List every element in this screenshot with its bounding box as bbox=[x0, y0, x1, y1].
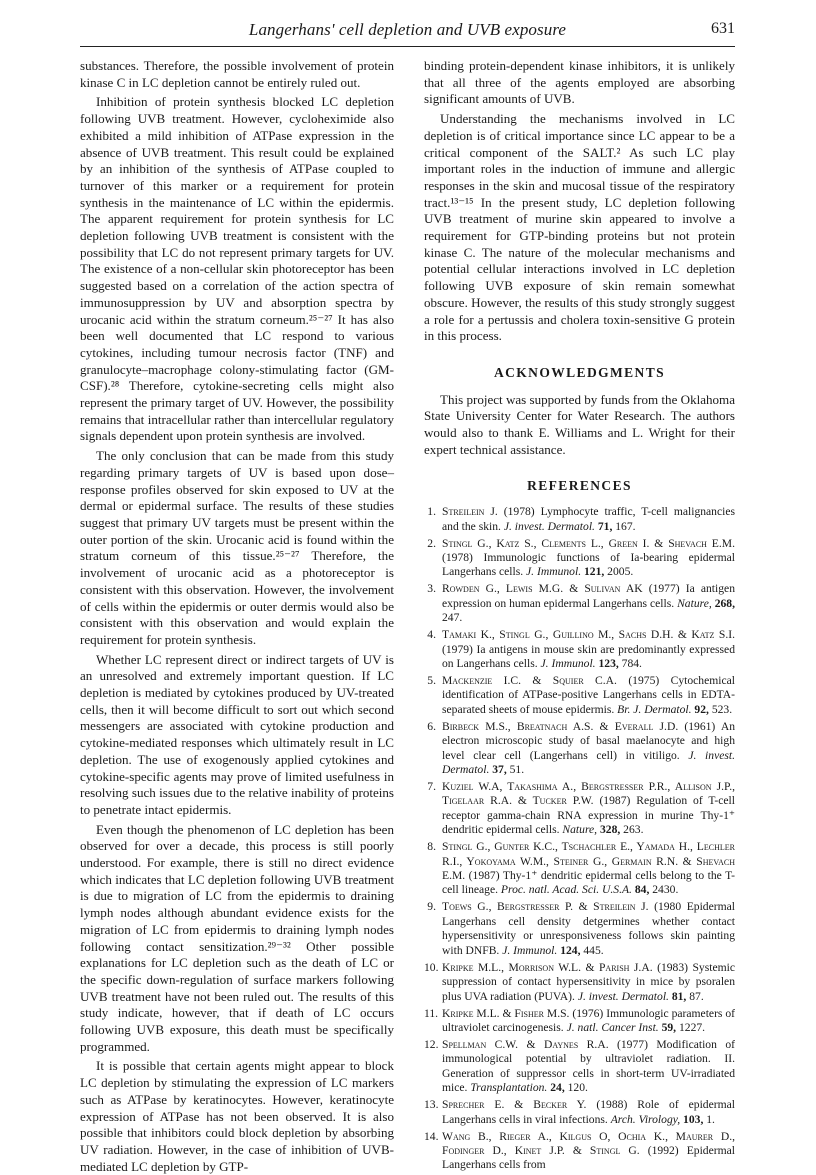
reference-pages: 2005. bbox=[604, 565, 634, 579]
reference-journal: Br. J. Dermatol. bbox=[617, 702, 692, 716]
left-column bbox=[80, 58, 394, 1175]
reference-volume: 328, bbox=[597, 823, 621, 837]
reference-title: (1978) Lymphocyte traffic, T-cell malignancies and the skin. bbox=[442, 505, 736, 533]
reference-number: 1. bbox=[427, 505, 436, 519]
reference-volume: 84, bbox=[631, 883, 650, 897]
reference-journal: J. Immunol. bbox=[540, 657, 596, 671]
reference-item bbox=[424, 628, 735, 671]
running-title: Langerhans' cell depletion and UVB exposure bbox=[248, 20, 567, 39]
reference-number: 6. bbox=[427, 719, 436, 733]
reference-pages: 247. bbox=[442, 611, 463, 625]
reference-journal: J. Immunol. bbox=[502, 943, 558, 957]
reference-item bbox=[424, 1130, 735, 1173]
reference-list bbox=[424, 505, 735, 1173]
reference-item bbox=[424, 1038, 735, 1096]
reference-pages: 120. bbox=[564, 1081, 588, 1095]
body-paragraph: Inhibition of protein synthesis blocked LC depletion following UVB treatment. However, cycloheximide also exhibited a mild inhibition of ATPase expression in the absence of UVB treatment. This result could be explained by an inhibition of the synthesis of ATPase coupled to turnover of this marker or a requirement for protein synthesis in the maintenance of LC within the epidermis. The apparent requirement for protein synthesis for LC depletion following UVB treatment is consistent with the possibility that LC do not represent primary targets for UV. The existence of a non-cellular skin photoreceptor has been suggested based on a correlation of the action spectra of immunosuppression by UV and absorption spectra by urocanic acid within the stratum corneum.²⁵⁻²⁷ It has also been well documented that LC respond to various cytokines, including tumour necrosis factor (TNF) and granulocyte–macrophage colony-stimulating factor (GM-CSF).²⁸ Therefore, cytokine-secreting cells might also represent the primary target of UV. However, the possibility remains that intracellular rather than intercellular regulatory signals dependent upon protein synthesis are involved. bbox=[80, 94, 394, 444]
reference-authors: Wang B., Rieger A., Kilgus O, Ochia K., Maurer D., Fodinger D., Kinet J.P. & Stingl G. bbox=[442, 1129, 735, 1157]
reference-journal: Transplantation. bbox=[470, 1081, 548, 1095]
reference-title: (1976) Immunologic parameters of ultraviolet carcinogenesis. bbox=[442, 1006, 736, 1034]
reference-pages: 1227. bbox=[676, 1020, 706, 1034]
reference-number: 13. bbox=[424, 1098, 439, 1112]
reference-volume: 37, bbox=[489, 763, 507, 777]
reference-title: (1978) Immunologic functions of Ia-bearing epidermal Langerhans cells. bbox=[442, 550, 735, 579]
reference-journal: J. Immunol. bbox=[526, 565, 582, 579]
reference-pages: 51. bbox=[506, 763, 525, 777]
reference-authors: Stingl G., Gunter K.C., Tschachler E., Yamada H., Lechler R.I., Yokoyama W.M., Steiner G., Germain R.N. & Shevach E.M. bbox=[442, 840, 735, 883]
body-paragraph: It is possible that certain agents might appear to block LC depletion by stimulating the expression of LC markers such as ATPase by keratinocytes. However, keratinocyte expression of ATPase has not been observed. It is also possible that inhibitors could block depletion by absorbing UV radiation. However, in the case of inhibition of UVB-mediated LC depletion by GTP- bbox=[80, 1058, 394, 1174]
reference-item bbox=[424, 505, 735, 534]
reference-item bbox=[424, 780, 735, 838]
reference-number: 4. bbox=[427, 628, 436, 642]
reference-volume: 268, bbox=[711, 596, 735, 610]
reference-authors: Stingl G., Katz S., Clements L., Green I. & Shevach E.M. bbox=[442, 536, 735, 550]
reference-title: (1992) Epidermal Langerhans cells from bbox=[442, 1143, 735, 1172]
reference-title: (1977) Modification of immunological potential by ultraviolet radiation. II. Generation of suppressor cells in short-term UV-irradiated mice. bbox=[442, 1037, 735, 1095]
reference-number: 8. bbox=[427, 840, 436, 854]
body-paragraph: Even though the phenomenon of LC depletion has been observed for over a decade, this process is still poorly understood. For example, there is still no direct evidence which indicates that LC depletion following UVB treatment is due to migration of LC from the epidermis to draining lymph nodes although abundant evidence exists for the migration of LC from epidermis to draining lymph nodes following contact sensitization.²⁹⁻³² Other possible explanations for LC depletion such as the death of LC or the specific down-regulation of surface markers following UVB treatment have not been ruled out. The results of this study indicate, however, that if death of LC occurs following UVB exposure, this death must be specifically programmed. bbox=[80, 821, 394, 1054]
reference-volume: 103, bbox=[680, 1112, 704, 1126]
reference-authors: Birbeck M.S., Breatnach A.S. & Everall J.D. bbox=[442, 719, 679, 733]
reference-item bbox=[424, 1098, 735, 1127]
reference-item bbox=[424, 582, 735, 625]
reference-pages: 784. bbox=[618, 657, 642, 671]
reference-title: (1987) Thy-1⁺ dendritic epidermal cells belong to the T-cell lineage. bbox=[442, 869, 735, 897]
reference-volume: 24, bbox=[547, 1081, 565, 1095]
reference-authors: Streilein J. bbox=[442, 505, 498, 519]
reference-item bbox=[424, 1007, 735, 1036]
reference-authors: Sprecher E. & Becker Y. bbox=[442, 1098, 587, 1112]
reference-volume: 59, bbox=[658, 1020, 677, 1034]
reference-item bbox=[424, 720, 735, 778]
reference-journal: J. invest. Dermatol. bbox=[442, 748, 735, 777]
reference-item bbox=[424, 674, 735, 717]
reference-authors: Tamaki K., Stingl G., Guillino M., Sachs D.H. & Katz S.I. bbox=[442, 628, 735, 642]
reference-journal: Proc. natl. Acad. Sci. U.S.A. bbox=[500, 883, 632, 897]
reference-title: (1979) Ia antigens in mouse skin are predominantly expressed on Langerhans cells. bbox=[442, 642, 735, 671]
reference-number: 5. bbox=[427, 674, 436, 688]
references-heading: REFERENCES bbox=[527, 478, 632, 494]
reference-journal: J. invest. Dermatol. bbox=[577, 989, 669, 1003]
page-number: 631 bbox=[711, 20, 735, 37]
body-paragraph: Understanding the mechanisms involved in LC depletion is of critical importance since LC appear to be a critical component of the SALT.² As such LC play important roles in the induction of immune and allergic responses in the skin and mucosal tissue of the respiratory tract.¹³⁻¹⁵ In the present study, LC depletion following UVB treatment of murine skin appeared to involve a requirement for GTP-binding proteins but not protein kinase C. The nature of the molecular mechanisms and potential cellular interactions involved in LC depletion following UVB exposure of skin remain somewhat obscure. However, the results of this study strongly suggest a role for a pertussis and cholera toxin-sensitive G protein in this process. bbox=[424, 111, 735, 344]
reference-journal: Nature, bbox=[562, 823, 598, 837]
reference-number: 11. bbox=[424, 1006, 439, 1020]
reference-pages: 445. bbox=[580, 943, 604, 957]
reference-number: 2. bbox=[427, 536, 436, 550]
page-header bbox=[80, 18, 735, 47]
right-column bbox=[424, 58, 735, 1175]
reference-number: 14. bbox=[424, 1129, 439, 1143]
body-paragraph: Whether LC represent direct or indirect targets of UV is an unresolved and extremely important question. If LC depletion is mediated by cytokines produced by UV-treated cells, then it will become difficult to sort out which second messengers are associated with cytokine production and cytokine-mediated responses which ultimately result in LC depletion. The use of exogenously applied cytokines and cytokine-specific agents may prove of limited usefulness in resolving such issues due to the relative inability of proteins to penetrate intact epidermis. bbox=[80, 651, 394, 817]
reference-number: 7. bbox=[427, 780, 436, 794]
reference-volume: 92, bbox=[691, 702, 709, 716]
reference-authors: Spellman C.W. & Daynes R.A. bbox=[442, 1037, 609, 1051]
reference-journal: J. invest. Dermatol. bbox=[503, 519, 595, 533]
reference-authors: Kuziel W.A, Takashima A., Bergstresser P.R., Allison J.P., Tigelaar R.A. & Tucker P.W. bbox=[442, 780, 735, 808]
reference-pages: 523. bbox=[708, 702, 733, 716]
reference-title: (1961) An electron microscopic study of basal maelanocyte and high level clear cell (Langerhans cell) in vitiligo. bbox=[442, 719, 735, 762]
reference-pages: 2430. bbox=[649, 883, 679, 897]
reference-item bbox=[424, 900, 735, 958]
reference-authors: Kripke M.L., Morrison W.L. & Parish J.A. bbox=[442, 960, 653, 974]
reference-number: 9. bbox=[427, 900, 436, 914]
reference-title: (1977) Ia antigen expression on human epidermal Langerhans cells. bbox=[442, 582, 735, 610]
reference-volume: 71, bbox=[594, 519, 613, 533]
reference-authors: Rowden G., Lewis M.G. & Sulivan AK bbox=[442, 582, 643, 596]
reference-number: 3. bbox=[427, 582, 436, 596]
reference-pages: 263. bbox=[620, 823, 644, 837]
reference-pages: 167. bbox=[612, 519, 636, 533]
reference-journal: Nature, bbox=[677, 596, 712, 610]
reference-item bbox=[424, 537, 735, 580]
body-paragraph: binding protein-dependent kinase inhibitors, it is unlikely that all three of the agents employed are absorbing significant amounts of UVB. bbox=[424, 58, 735, 107]
reference-volume: 124, bbox=[557, 943, 581, 957]
reference-volume: 123, bbox=[595, 657, 619, 671]
reference-pages: 1. bbox=[703, 1112, 715, 1126]
reference-authors: Kripke M.L. & Fisher M.S. bbox=[442, 1006, 570, 1020]
reference-number: 12. bbox=[424, 1037, 439, 1051]
reference-title: (1987) Regulation of T-cell receptor gamma-chain RNA expression in murine Thy-1⁺ dendritic epidermal cells. bbox=[442, 794, 735, 837]
reference-volume: 121, bbox=[581, 565, 605, 579]
reference-item bbox=[424, 961, 735, 1004]
reference-journal: J. natl. Cancer Inst. bbox=[566, 1020, 659, 1034]
reference-number: 10. bbox=[424, 960, 439, 974]
reference-title: (1988) Role of epidermal Langerhans cells in viral infections. bbox=[442, 1098, 735, 1126]
acknowledgments-heading: ACKNOWLEDGMENTS bbox=[493, 364, 666, 380]
reference-title: (1983) Systemic suppression of contact hypersensitivity in mice by psoralen plus UVA radiation (PUVA). bbox=[442, 960, 735, 1003]
reference-volume: 81, bbox=[668, 989, 687, 1003]
reference-title: (1980 Epidermal Langerhans cell density detgermines whether contact hypersensitivity or unresponsiveness follows skin painting with DNFB. bbox=[442, 900, 735, 957]
body-paragraph: The only conclusion that can be made from this study regarding primary targets of UV is based upon dose–response profiles observed for skin exposed to UV at the dermal or epidermal surface. The results of these studies suggest that primary UV targets must be present within the outer portion of the skin. Urocanic acid is found within the stratum corneum of this tissue.²⁵⁻²⁷ Therefore, the involvement of urocanic acid as a photoreceptor is consistent with this observation. However, the involvement of cells within the epidermis or outer dermis would also be consistent with this observation and would explain the requirement for protein synthesis. bbox=[80, 448, 394, 647]
body-paragraph: substances. Therefore, the possible involvement of protein kinase C in LC depletion cannot be entirely ruled out. bbox=[80, 58, 394, 90]
reference-authors: Mackenzie I.C. & Squier C.A. bbox=[442, 674, 617, 688]
reference-title: (1975) Cytochemical identification of ATPase-positive Langerhans cells in EDTA-separated sheets of mouse epidermis. bbox=[442, 674, 735, 716]
acknowledgments-text: This project was supported by funds from the Oklahoma State University Center for Water Research. The authors would also to thank E. Williams and L. Wright for their expert technical assistance. bbox=[424, 391, 735, 457]
reference-authors: Toews G., Bergstresser P. & Streilein J. bbox=[442, 900, 649, 914]
reference-journal: Arch. Virology, bbox=[610, 1112, 681, 1126]
reference-pages: 87. bbox=[686, 989, 704, 1003]
reference-item bbox=[424, 840, 735, 898]
